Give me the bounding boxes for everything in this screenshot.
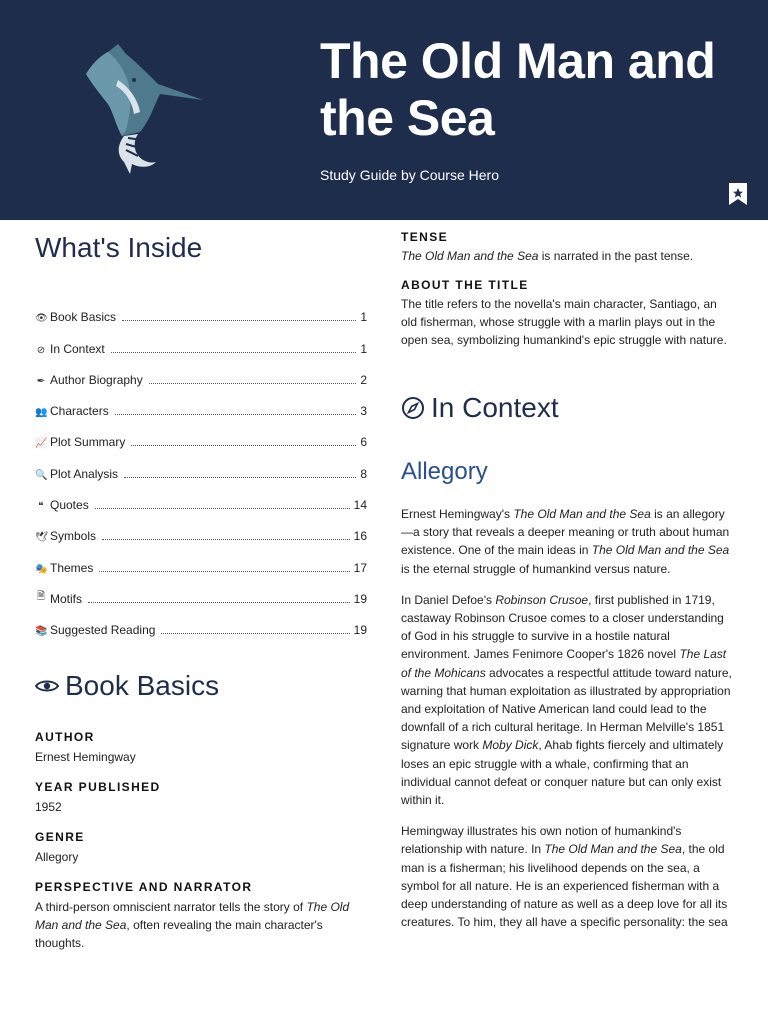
toc-leader-dots xyxy=(161,633,349,634)
p1-text-b: is an allegory—a story that reveals a deeper meaning or truth about human existence. One of the main ideas in xyxy=(401,507,730,558)
book-title: The Old Man and the Sea xyxy=(320,33,716,146)
in-context-title: In Context xyxy=(431,392,559,423)
toc-page-number: 19 xyxy=(353,623,367,638)
quote-icon: ❝ xyxy=(38,501,44,513)
toc-leader-dots xyxy=(124,477,356,478)
paragraph-1 xyxy=(401,505,736,578)
in-context-body xyxy=(401,505,736,944)
toc-item-book-basics[interactable] xyxy=(35,293,367,324)
bird-icon: 🕊 xyxy=(35,532,48,544)
p2-book-title-3: Moby Dick xyxy=(482,738,539,753)
toc-item-label: Suggested Reading xyxy=(50,623,156,638)
year-value: 1952 xyxy=(35,800,62,814)
toc-page-number: 16 xyxy=(353,529,367,544)
toc-item-label: Motifs xyxy=(50,591,83,606)
p1-text-c: is the eternal struggle of humankind versus nature. xyxy=(401,561,671,576)
guide-subtitle: Study Guide by Course Hero xyxy=(320,167,499,183)
toc-item-label: Themes xyxy=(50,560,94,575)
toc-page-number: 1 xyxy=(360,310,367,325)
people-icon: 👥 xyxy=(35,407,48,419)
p2-text-a: In Daniel Defoe's xyxy=(401,592,496,607)
book-basics-heading xyxy=(35,670,219,702)
p2-book-title-2: The Last of the Mohicans xyxy=(401,647,727,680)
toc-leader-dots xyxy=(131,445,356,446)
toc-leader-dots xyxy=(111,352,357,353)
paragraph-2 xyxy=(401,591,736,809)
toc-item-in-context[interactable] xyxy=(35,324,367,355)
toc-item-label: Book Basics xyxy=(50,310,117,325)
toc-leader-dots xyxy=(99,571,349,572)
compass-icon: ⊘ xyxy=(36,344,46,356)
cover-header xyxy=(0,0,768,220)
p1-text-a: Ernest Hemingway's xyxy=(401,507,514,521)
p3-text-b: , the old man is a fisherman; his livelihood depends on the sea, a symbol for all nature. He is an experienced fisherman with a deep understanding of nature as well as a deep love for all its creatures. To him, they all have a specific personality: the sea xyxy=(401,842,728,930)
toc-page-number: 2 xyxy=(360,372,367,387)
genre-value: Allegory xyxy=(35,850,79,864)
toc-heading: What's Inside xyxy=(35,232,203,263)
tense-block xyxy=(401,230,693,265)
toc-leader-dots xyxy=(122,320,356,321)
toc-page-number: 14 xyxy=(353,498,367,513)
author-value: Ernest Hemingway xyxy=(35,750,136,764)
toc-item-label: In Context xyxy=(50,341,105,356)
toc-leader-dots xyxy=(115,414,357,415)
in-context-heading xyxy=(401,392,559,424)
allegory-subheading: Allegory xyxy=(401,458,488,485)
p2-text-b: , first published in 1719, castaway Robinson Crusoe comes to a closer understanding of God in his struggle to survive in a hostile natural environment. James Fenimore Cooper's 1826 novel xyxy=(401,592,724,662)
p2-text-d: , Ahab fights fiercely and ultimately loses an epic struggle with a whale, confirming that an individual cannot defeat or conquer nature but can only exist within it. xyxy=(401,738,724,808)
perspective-text: A third-person omniscient narrator tells the story of xyxy=(35,900,307,914)
about-title-label: ABOUT THE TITLE xyxy=(401,278,529,292)
p3-text-a: Hemingway illustrates his own notion of humankind's relationship with nature. In xyxy=(401,824,682,857)
toc-item-themes[interactable] xyxy=(35,543,367,574)
perspective-value xyxy=(35,898,367,952)
toc-item-author-biography[interactable] xyxy=(35,356,367,387)
magnifier-icon: 🔍 xyxy=(35,469,48,481)
toc-item-characters[interactable] xyxy=(35,387,367,418)
chart-icon: 📈 xyxy=(35,438,48,450)
toc-item-label: Symbols xyxy=(50,529,97,544)
toc-item-suggested-reading[interactable] xyxy=(35,606,367,637)
compass-icon xyxy=(401,396,425,420)
perspective-label: PERSPECTIVE AND NARRATOR xyxy=(35,880,253,894)
toc-item-label: Characters xyxy=(50,404,109,419)
p3-book-title-1: The Old Man and the Sea xyxy=(544,842,682,857)
toc-page-number: 6 xyxy=(360,435,367,450)
toc-item-label: Quotes xyxy=(50,498,89,513)
toc-page-number: 3 xyxy=(360,404,367,419)
toc-item-plot-analysis[interactable] xyxy=(35,449,367,480)
toc-leader-dots xyxy=(88,602,350,603)
toc-item-label: Plot Summary xyxy=(50,435,126,450)
pen-icon: ✒ xyxy=(36,375,46,387)
toc-leader-dots xyxy=(102,539,350,540)
about-title-value: The title refers to the novella's main character, Santiago, an old fisherman, whose struggle with a marlin plays out in the open sea, symbolizing humankind's epic struggle with nature. xyxy=(401,297,727,347)
p2-book-title-1: Robinson Crusoe xyxy=(495,592,589,607)
toc-item-symbols[interactable] xyxy=(35,512,367,543)
toc-leader-dots xyxy=(95,508,350,509)
toc-item-label: Plot Analysis xyxy=(50,466,119,481)
author-label: AUTHOR xyxy=(35,730,95,744)
tense-label: TENSE xyxy=(401,230,449,244)
book-basics-title: Book Basics xyxy=(65,670,220,701)
eye-icon xyxy=(35,679,59,693)
genre-label: GENRE xyxy=(35,830,85,844)
toc-leader-dots xyxy=(149,383,357,384)
paragraph-3 xyxy=(401,822,736,931)
masks-icon: 🎭 xyxy=(35,563,48,575)
toc-page-number: 8 xyxy=(360,466,367,481)
p1-book-title-1: The Old Man and the Sea xyxy=(513,507,651,521)
tense-value xyxy=(401,247,693,265)
toc-page-number: 19 xyxy=(353,591,367,606)
marlin-logo xyxy=(78,40,208,175)
about-title-block xyxy=(401,278,736,349)
toc-item-plot-summary[interactable] xyxy=(35,418,367,449)
tense-text: is narrated in the past tense. xyxy=(538,249,694,263)
p2-text-c: advocates a respectful attitude toward nature, warning that human exploitation as illustrated by appropriation and exploitation of Native American land could lead to the downfall of a rich cultural heritage. In Herman Melville's 1851 signature work xyxy=(401,665,732,753)
eye-icon: 👁 xyxy=(35,313,48,325)
toc-page-number: 17 xyxy=(353,560,367,575)
tense-book-title: The Old Man and the Sea xyxy=(401,249,539,263)
p1-book-title-2: The Old Man and the Sea xyxy=(591,543,730,558)
book-basics-fields xyxy=(35,720,367,952)
toc-item-motifs[interactable] xyxy=(35,575,367,606)
document-icon: 🗎 xyxy=(36,590,46,602)
perspective-text-end: , often revealing the main character's thoughts. xyxy=(35,918,323,950)
toc-item-label: Author Biography xyxy=(50,372,143,387)
bookmark-icon[interactable] xyxy=(728,183,748,205)
toc-item-quotes[interactable] xyxy=(35,481,367,512)
year-label: YEAR PUBLISHED xyxy=(35,780,161,794)
books-icon: 📚 xyxy=(35,626,48,638)
perspective-book-title: The Old Man and the Sea xyxy=(35,900,350,932)
table-of-contents xyxy=(35,293,367,637)
toc-page-number: 1 xyxy=(360,341,367,356)
